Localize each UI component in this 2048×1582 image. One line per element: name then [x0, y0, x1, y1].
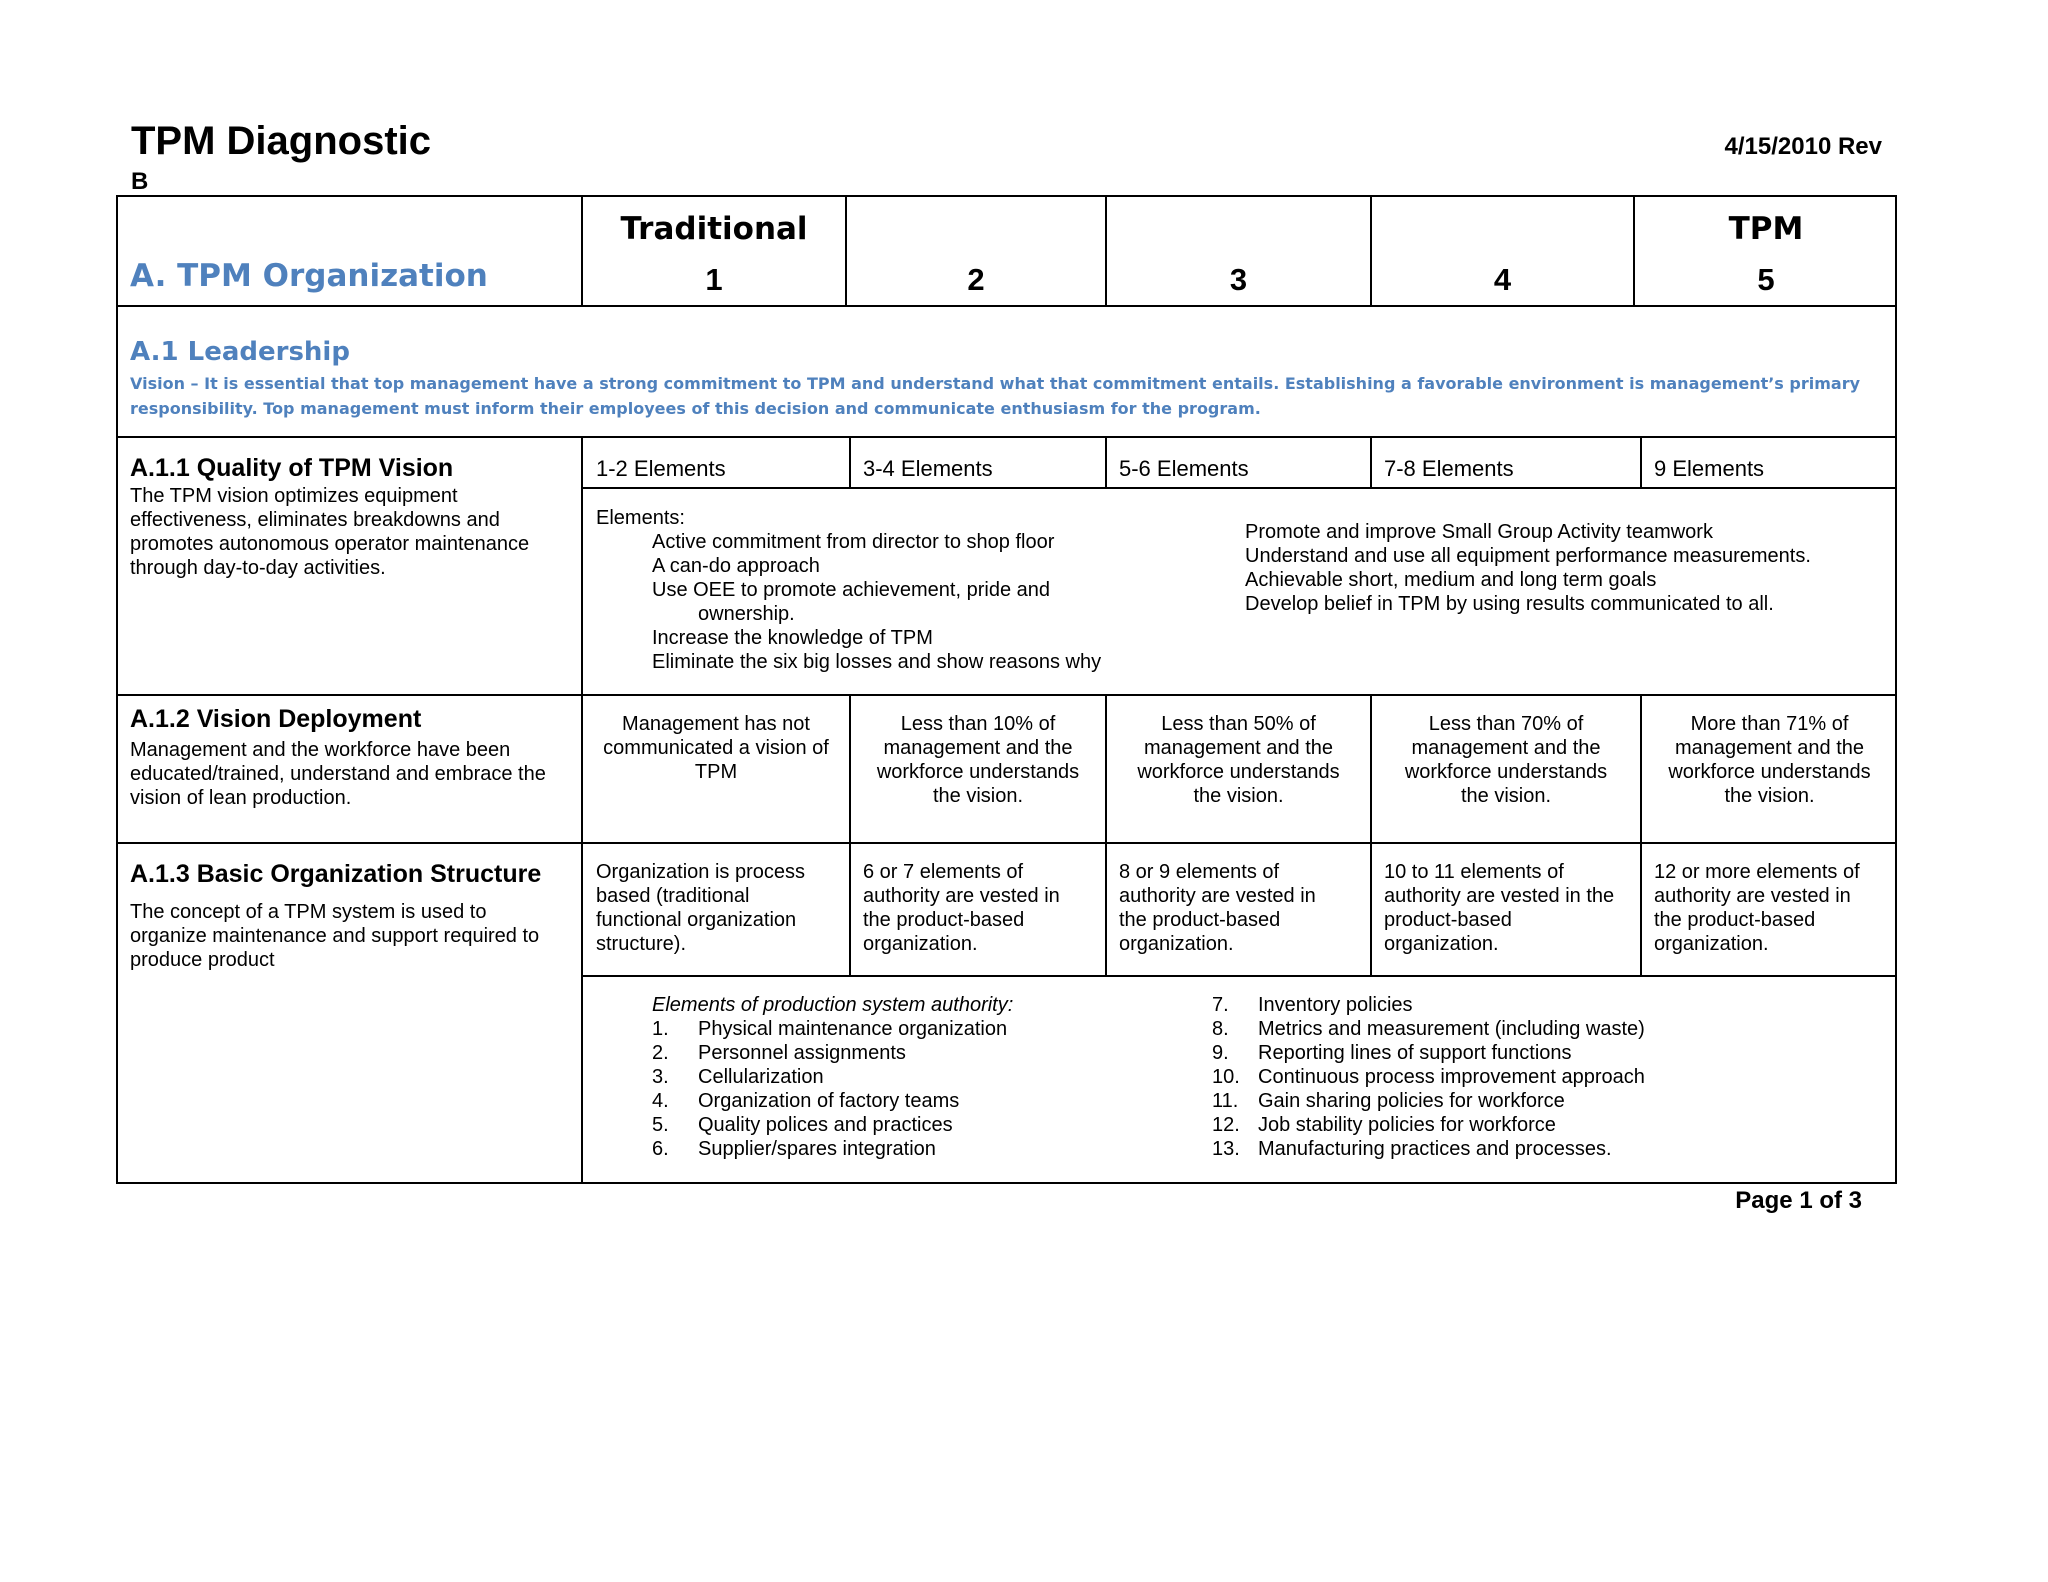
description-line: through day-to-day activities. [130, 557, 386, 579]
divider [581, 436, 583, 1184]
level-2-cell [851, 712, 1105, 808]
cell-line: workforce understands [1404, 761, 1608, 783]
cell-line: Less than 70% of [1428, 713, 1584, 735]
cell-line: structure). [596, 933, 687, 955]
page-number: Page 1 of 3 [1735, 1187, 1862, 1214]
cell-line: organization. [1654, 933, 1769, 955]
divider [116, 305, 1897, 307]
list-item: ownership. [698, 603, 795, 625]
scale-number-2: 2 [967, 262, 985, 297]
level-5-cell: 9 Elements [1654, 456, 1765, 481]
level-4-cell: 7-8 Elements [1384, 456, 1514, 481]
divider [581, 487, 1897, 489]
level-5-cell [1642, 712, 1897, 808]
cell-line: 6 or 7 elements of [863, 861, 1024, 883]
cell-line: workforce understands [1668, 761, 1871, 783]
cell-line: 10 to 11 elements of [1384, 861, 1564, 883]
revision-date: 4/15/2010 Rev [1724, 133, 1882, 160]
cell-line: organization. [863, 933, 978, 955]
authority-elements-heading: Elements of production system authority: [652, 994, 1014, 1016]
list-item: 10. Continuous process improvement approach [1212, 1066, 1645, 1088]
criterion-title: A.1.1 Quality of TPM Vision [130, 454, 454, 482]
cell-line: organization. [1119, 933, 1234, 955]
authority-elements-left [652, 993, 1212, 1161]
list-item: Promote and improve Small Group Activity teamwork [1245, 521, 1713, 543]
level-2-cell: 3-4 Elements [863, 456, 993, 481]
level-3-cell [1119, 860, 1364, 956]
level-3-cell [1107, 712, 1370, 808]
description-line: vision of lean production. [130, 787, 352, 809]
elements-label: Elements: [596, 507, 685, 529]
vision-statement [130, 371, 1890, 421]
divider [1640, 436, 1642, 488]
cell-line: management and the [1143, 737, 1334, 759]
level-4-cell [1372, 712, 1640, 808]
criterion-a13 [130, 858, 575, 972]
list-item: 3. Cellularization [652, 1066, 824, 1088]
cell-line: Less than 50% of [1161, 713, 1316, 735]
list-item: 9. Reporting lines of support functions [1212, 1042, 1572, 1064]
scale-number-4: 4 [1493, 262, 1512, 297]
list-item: Eliminate the six big losses and show reasons why [652, 651, 1102, 673]
cell-line: management and the [1674, 737, 1865, 759]
vision-line: responsibility. Top management must inform their employees of this decision and communicate enthusiasm for the program. [130, 399, 1261, 418]
vision-line: Vision – It is essential that top management have a strong commitment to TPM and understand what that commitment entails. Establishing a favorable environment is management’s primary [130, 374, 1861, 393]
divider [1105, 436, 1107, 488]
scale-word-1: Traditional [620, 211, 808, 247]
list-item: 8. Metrics and measurement (including waste) [1212, 1018, 1645, 1040]
scale-number-3: 3 [1229, 262, 1248, 297]
list-item: 12. Job stability policies for workforce [1212, 1114, 1556, 1136]
document-title: TPM Diagnostic [131, 119, 432, 163]
description-line: promotes autonomous operator maintenance [130, 533, 530, 555]
level-5-cell [1654, 860, 1894, 956]
elements-list-right [1245, 520, 1885, 616]
divider [581, 975, 1897, 977]
divider [1370, 436, 1372, 488]
cell-line: communicated a vision of [603, 737, 829, 759]
level-3-cell: 5-6 Elements [1119, 456, 1249, 481]
level-4-cell [1384, 860, 1638, 956]
criterion-title: A.1.2 Vision Deployment [130, 705, 422, 733]
description-line: educated/trained, understand and embrace the [130, 763, 546, 785]
level-1-cell [596, 860, 846, 956]
cell-line: Organization is process [596, 861, 805, 883]
list-item: Use OEE to promote achievement, pride and [652, 579, 1050, 601]
cell-line: management and the [883, 737, 1073, 759]
description-line: The concept of a TPM system is used to [130, 901, 487, 923]
revision-suffix: B [131, 168, 149, 195]
cell-line: authority are vested in [863, 885, 1060, 907]
cell-line: Less than 10% of [900, 713, 1056, 735]
list-item: 1. Physical maintenance organization [652, 1018, 1008, 1040]
divider [116, 842, 1897, 844]
section-title: A. TPM Organization [130, 258, 488, 294]
scale-number-1: 1 [705, 262, 723, 297]
level-1-cell: 1-2 Elements [596, 456, 726, 481]
list-item: 2. Personnel assignments [652, 1042, 906, 1064]
criterion-description [130, 738, 575, 810]
cell-line: authority are vested in [1654, 885, 1851, 907]
criterion-description [130, 900, 575, 972]
description-line: Management and the workforce have been [130, 739, 511, 761]
cell-line: the vision. [1460, 785, 1552, 807]
scale-word-5: TPM [1728, 211, 1804, 247]
cell-line: workforce understands [1137, 761, 1340, 783]
criterion-description [130, 484, 575, 580]
cell-line: management and the [1411, 737, 1601, 759]
divider [116, 694, 1897, 696]
subsection-title: A.1 Leadership [130, 337, 350, 367]
elements-list [596, 506, 1216, 674]
cell-line: 12 or more elements of [1654, 861, 1860, 883]
cell-line: the vision. [1193, 785, 1284, 807]
list-item: 11. Gain sharing policies for workforce [1212, 1090, 1565, 1112]
criterion-a12 [130, 703, 575, 810]
cell-line: functional organization [596, 909, 797, 931]
level-2-cell [863, 860, 1103, 956]
divider [116, 436, 1897, 438]
criterion-title: A.1.3 Basic Organization Structure [130, 860, 542, 888]
cell-line: authority are vested in [1119, 885, 1316, 907]
cell-line: More than 71% of [1690, 713, 1849, 735]
cell-line: the product-based [1654, 909, 1816, 931]
cell-line: 8 or 9 elements of [1119, 861, 1280, 883]
cell-line: based (traditional [596, 885, 750, 907]
cell-line: the vision. [1724, 785, 1815, 807]
cell-line: workforce understands [876, 761, 1080, 783]
description-line: organize maintenance and support required to [130, 925, 540, 947]
list-item: 5. Quality polices and practices [652, 1114, 953, 1136]
list-item: A can-do approach [652, 555, 820, 577]
list-item: Understand and use all equipment performance measurements. [1245, 545, 1811, 567]
level-1-cell [583, 712, 849, 784]
cell-line: authority are vested in the [1384, 885, 1615, 907]
cell-line: TPM [694, 761, 738, 783]
list-item: 6. Supplier/spares integration [652, 1138, 936, 1160]
list-item: Develop belief in TPM by using results communicated to all. [1245, 593, 1774, 615]
description-line: produce product [130, 949, 275, 971]
list-item: Increase the knowledge of TPM [652, 627, 933, 649]
cell-line: product-based [1384, 909, 1512, 931]
criterion-a11 [130, 452, 575, 580]
authority-elements-right [1212, 993, 1882, 1161]
cell-line: organization. [1384, 933, 1499, 955]
scale-number-5: 5 [1757, 262, 1775, 297]
divider [849, 436, 851, 488]
cell-line: the product-based [863, 909, 1025, 931]
cell-line: the product-based [1119, 909, 1281, 931]
description-line: effectiveness, eliminates breakdowns and [130, 509, 500, 531]
list-item: 13. Manufacturing practices and processes. [1212, 1138, 1612, 1160]
cell-line: Management has not [622, 713, 810, 735]
description-line: The TPM vision optimizes equipment [130, 485, 458, 507]
list-item: 4. Organization of factory teams [652, 1090, 960, 1112]
cell-line: the vision. [932, 785, 1024, 807]
list-item: 7. Inventory policies [1212, 994, 1413, 1016]
list-item: Active commitment from director to shop floor [652, 531, 1055, 553]
list-item: Achievable short, medium and long term goals [1245, 569, 1657, 591]
